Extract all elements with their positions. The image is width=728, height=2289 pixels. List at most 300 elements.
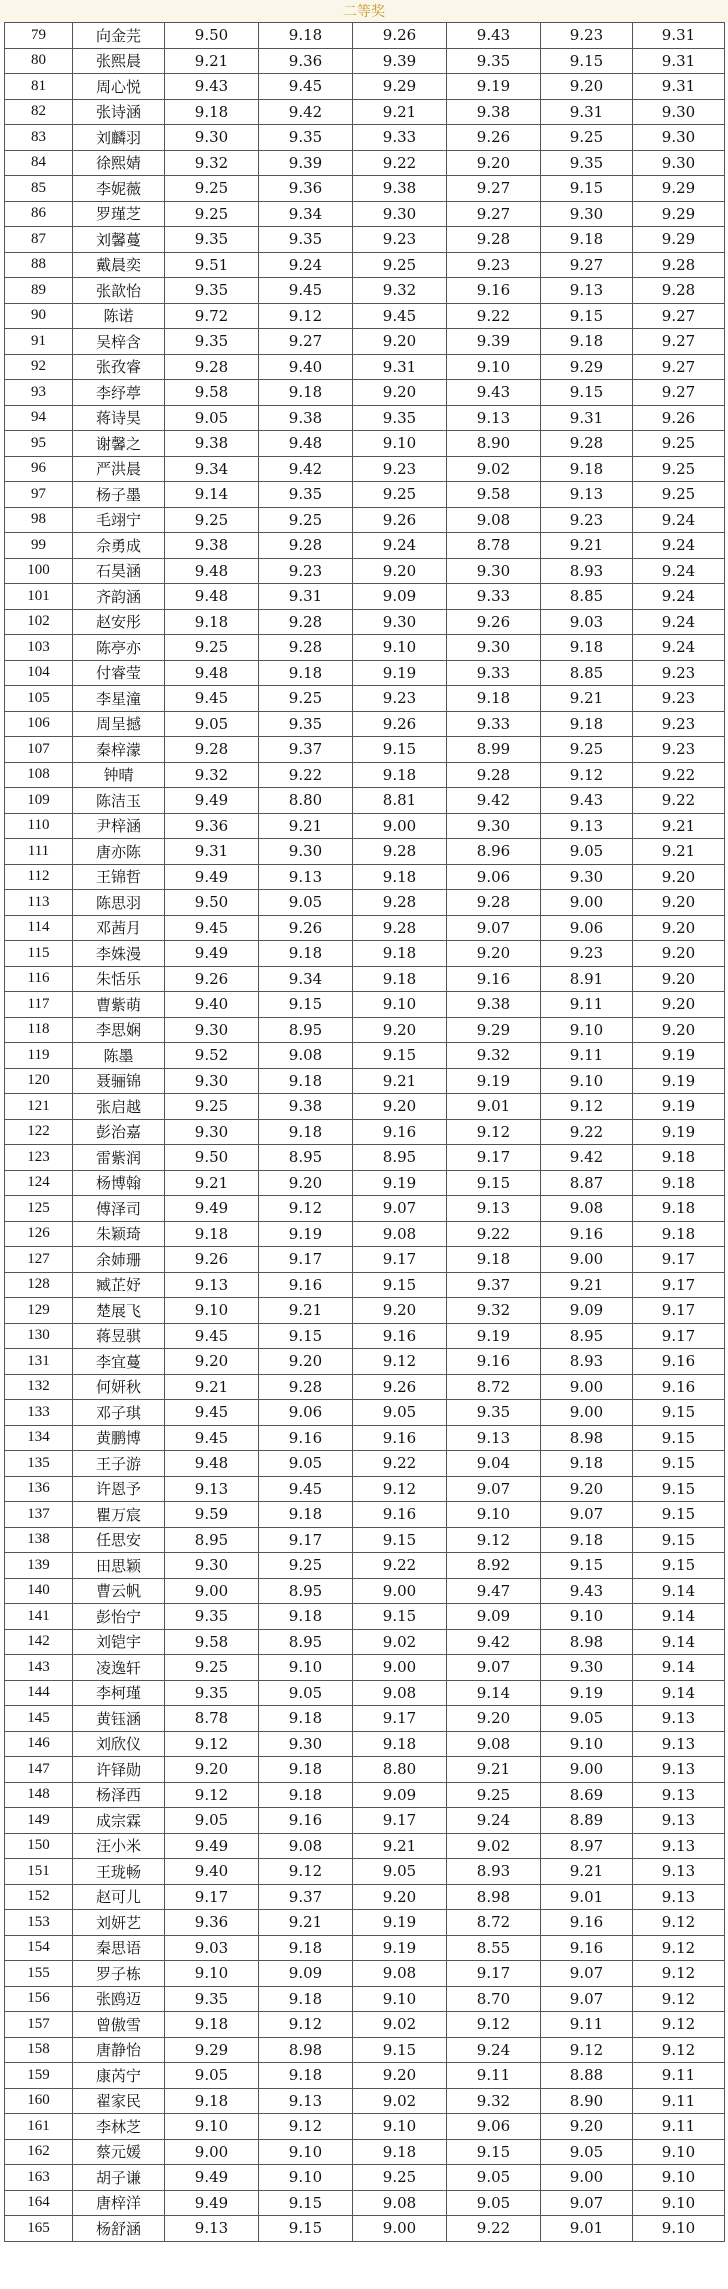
rank-cell: 92 — [5, 354, 73, 380]
name-cell: 佘勇成 — [73, 533, 165, 559]
final-score-cell: 9.15 — [633, 1425, 725, 1451]
table-row — [5, 660, 725, 686]
score-cell-2: 9.18 — [259, 1119, 353, 1145]
table-row — [5, 1527, 725, 1553]
final-score-cell: 9.13 — [633, 1859, 725, 1885]
score-cell-2: 9.17 — [259, 1527, 353, 1553]
score-cell-4: 9.07 — [447, 1655, 541, 1681]
score-cell-4: 9.07 — [447, 1476, 541, 1502]
table-row — [5, 2139, 725, 2165]
score-cell-1: 9.50 — [165, 890, 259, 916]
final-score-cell: 9.15 — [633, 1476, 725, 1502]
final-score-cell: 9.23 — [633, 711, 725, 737]
name-cell: 杨博翰 — [73, 1170, 165, 1196]
rank-cell: 154 — [5, 1935, 73, 1961]
final-score-cell: 9.29 — [633, 176, 725, 202]
score-cell-1: 9.03 — [165, 1935, 259, 1961]
score-cell-2: 9.25 — [259, 1553, 353, 1579]
score-cell-2: 8.95 — [259, 1578, 353, 1604]
rank-cell: 90 — [5, 303, 73, 329]
final-score-cell: 9.20 — [633, 992, 725, 1018]
table-row — [5, 1374, 725, 1400]
score-cell-4: 9.32 — [447, 2088, 541, 2114]
final-score-cell: 9.28 — [633, 278, 725, 304]
score-cell-5: 9.19 — [541, 1680, 633, 1706]
score-cell-3: 9.15 — [353, 1604, 447, 1630]
table-row — [5, 2012, 725, 2038]
final-score-cell: 9.31 — [633, 74, 725, 100]
final-score-cell: 9.14 — [633, 1680, 725, 1706]
score-cell-1: 9.31 — [165, 839, 259, 865]
name-cell: 齐韵涵 — [73, 584, 165, 610]
table-row — [5, 533, 725, 559]
score-cell-3: 9.02 — [353, 2088, 447, 2114]
rank-cell: 124 — [5, 1170, 73, 1196]
score-cell-5: 9.31 — [541, 99, 633, 125]
table-row — [5, 1884, 725, 1910]
score-cell-4: 9.13 — [447, 1425, 541, 1451]
final-score-cell: 9.14 — [633, 1578, 725, 1604]
score-cell-1: 9.18 — [165, 2012, 259, 2038]
score-cell-4: 8.93 — [447, 1859, 541, 1885]
score-cell-4: 9.14 — [447, 1680, 541, 1706]
score-cell-5: 9.31 — [541, 405, 633, 431]
name-cell: 李宜蔓 — [73, 1349, 165, 1375]
name-cell: 曹紫萌 — [73, 992, 165, 1018]
name-cell: 周呈撼 — [73, 711, 165, 737]
name-cell: 朱颖琦 — [73, 1221, 165, 1247]
score-cell-4: 9.19 — [447, 1323, 541, 1349]
score-cell-5: 9.23 — [541, 507, 633, 533]
rank-cell: 106 — [5, 711, 73, 737]
score-cell-2: 9.20 — [259, 1349, 353, 1375]
score-cell-3: 9.25 — [353, 252, 447, 278]
final-score-cell: 9.19 — [633, 1119, 725, 1145]
score-cell-4: 8.55 — [447, 1935, 541, 1961]
score-cell-3: 9.25 — [353, 2165, 447, 2191]
name-cell: 杨舒涵 — [73, 2216, 165, 2242]
table-row — [5, 303, 725, 329]
score-cell-5: 8.85 — [541, 584, 633, 610]
name-cell: 傅泽司 — [73, 1196, 165, 1222]
score-cell-4: 8.98 — [447, 1884, 541, 1910]
score-cell-2: 9.10 — [259, 2139, 353, 2165]
score-cell-3: 9.10 — [353, 2114, 447, 2140]
final-score-cell: 9.18 — [633, 1196, 725, 1222]
name-cell: 付睿莹 — [73, 660, 165, 686]
table-row — [5, 1017, 725, 1043]
final-score-cell: 9.30 — [633, 99, 725, 125]
score-cell-1: 9.21 — [165, 48, 259, 74]
score-cell-1: 9.36 — [165, 813, 259, 839]
table-row — [5, 1680, 725, 1706]
score-cell-5: 9.35 — [541, 150, 633, 176]
final-score-cell: 9.14 — [633, 1655, 725, 1681]
score-cell-2: 9.12 — [259, 2114, 353, 2140]
score-cell-3: 9.39 — [353, 48, 447, 74]
score-cell-1: 9.25 — [165, 507, 259, 533]
score-cell-4: 8.72 — [447, 1910, 541, 1936]
score-cell-5: 9.18 — [541, 227, 633, 253]
table-row — [5, 1272, 725, 1298]
name-cell: 秦梓濛 — [73, 737, 165, 763]
name-cell: 成宗霖 — [73, 1808, 165, 1834]
table-row — [5, 507, 725, 533]
score-cell-5: 9.15 — [541, 48, 633, 74]
rank-cell: 89 — [5, 278, 73, 304]
score-cell-4: 9.33 — [447, 711, 541, 737]
score-cell-4: 9.19 — [447, 74, 541, 100]
score-cell-3: 9.00 — [353, 1578, 447, 1604]
score-cell-3: 9.23 — [353, 456, 447, 482]
table-row — [5, 99, 725, 125]
rank-cell: 88 — [5, 252, 73, 278]
score-cell-5: 9.13 — [541, 813, 633, 839]
score-cell-3: 9.19 — [353, 1910, 447, 1936]
score-cell-1: 9.14 — [165, 482, 259, 508]
name-cell: 刘欣仪 — [73, 1731, 165, 1757]
name-cell: 李纾葶 — [73, 380, 165, 406]
table-row — [5, 762, 725, 788]
score-cell-3: 9.20 — [353, 380, 447, 406]
score-cell-3: 9.16 — [353, 1119, 447, 1145]
name-cell: 谢馨之 — [73, 431, 165, 457]
name-cell: 邓子琪 — [73, 1400, 165, 1426]
table-row — [5, 380, 725, 406]
score-cell-2: 9.12 — [259, 2012, 353, 2038]
score-cell-3: 9.12 — [353, 1349, 447, 1375]
score-cell-4: 9.05 — [447, 2165, 541, 2191]
score-cell-5: 9.15 — [541, 176, 633, 202]
score-cell-3: 9.08 — [353, 1680, 447, 1706]
score-cell-1: 8.95 — [165, 1527, 259, 1553]
rank-cell: 94 — [5, 405, 73, 431]
score-cell-3: 9.18 — [353, 2139, 447, 2165]
score-cell-2: 9.42 — [259, 99, 353, 125]
score-cell-1: 9.30 — [165, 125, 259, 151]
score-cell-1: 9.50 — [165, 1145, 259, 1171]
score-cell-3: 9.19 — [353, 1170, 447, 1196]
score-cell-5: 9.18 — [541, 1451, 633, 1477]
score-cell-5: 9.01 — [541, 1884, 633, 1910]
score-cell-5: 9.10 — [541, 1068, 633, 1094]
score-cell-2: 9.21 — [259, 813, 353, 839]
score-cell-2: 9.45 — [259, 278, 353, 304]
score-cell-4: 9.10 — [447, 354, 541, 380]
table-row — [5, 2165, 725, 2191]
score-cell-2: 9.27 — [259, 329, 353, 355]
score-cell-4: 9.15 — [447, 1170, 541, 1196]
score-cell-2: 9.37 — [259, 737, 353, 763]
score-cell-4: 9.17 — [447, 1961, 541, 1987]
score-cell-2: 9.30 — [259, 1731, 353, 1757]
score-cell-3: 9.18 — [353, 1731, 447, 1757]
rank-cell: 133 — [5, 1400, 73, 1426]
final-score-cell: 9.17 — [633, 1323, 725, 1349]
score-cell-4: 9.12 — [447, 1527, 541, 1553]
score-cell-4: 9.28 — [447, 227, 541, 253]
rank-cell: 113 — [5, 890, 73, 916]
final-score-cell: 9.20 — [633, 864, 725, 890]
rank-cell: 130 — [5, 1323, 73, 1349]
rank-cell: 143 — [5, 1655, 73, 1681]
score-cell-4: 9.13 — [447, 1196, 541, 1222]
score-cell-5: 9.22 — [541, 1119, 633, 1145]
rank-cell: 107 — [5, 737, 73, 763]
score-cell-5: 8.95 — [541, 1323, 633, 1349]
final-score-cell: 9.14 — [633, 1629, 725, 1655]
score-cell-2: 9.19 — [259, 1221, 353, 1247]
score-cell-5: 9.29 — [541, 354, 633, 380]
name-cell: 许铎勋 — [73, 1757, 165, 1783]
rank-cell: 146 — [5, 1731, 73, 1757]
score-cell-4: 8.90 — [447, 431, 541, 457]
score-cell-4: 9.07 — [447, 915, 541, 941]
score-cell-3: 9.28 — [353, 890, 447, 916]
score-cell-1: 9.45 — [165, 1400, 259, 1426]
table-row — [5, 1349, 725, 1375]
score-cell-4: 9.28 — [447, 890, 541, 916]
table-row — [5, 1655, 725, 1681]
score-cell-2: 9.08 — [259, 1043, 353, 1069]
table-row — [5, 584, 725, 610]
table-row — [5, 1553, 725, 1579]
name-cell: 陈亭亦 — [73, 635, 165, 661]
score-cell-4: 9.02 — [447, 456, 541, 482]
score-cell-3: 9.00 — [353, 813, 447, 839]
score-cell-1: 9.18 — [165, 609, 259, 635]
score-cell-1: 9.36 — [165, 1910, 259, 1936]
name-cell: 胡子谦 — [73, 2165, 165, 2191]
name-cell: 杨泽西 — [73, 1782, 165, 1808]
score-cell-4: 9.16 — [447, 1349, 541, 1375]
final-score-cell: 9.20 — [633, 966, 725, 992]
final-score-cell: 9.23 — [633, 686, 725, 712]
rank-cell: 144 — [5, 1680, 73, 1706]
score-cell-2: 9.36 — [259, 48, 353, 74]
table-row — [5, 1808, 725, 1834]
table-row — [5, 227, 725, 253]
rank-cell: 95 — [5, 431, 73, 457]
score-cell-3: 9.10 — [353, 431, 447, 457]
score-cell-4: 9.06 — [447, 864, 541, 890]
table-row — [5, 1094, 725, 1120]
final-score-cell: 9.15 — [633, 1527, 725, 1553]
rank-cell: 162 — [5, 2139, 73, 2165]
score-cell-4: 9.39 — [447, 329, 541, 355]
final-score-cell: 9.17 — [633, 1247, 725, 1273]
score-cell-3: 9.10 — [353, 992, 447, 1018]
score-cell-4: 9.21 — [447, 1757, 541, 1783]
score-cell-2: 9.12 — [259, 1859, 353, 1885]
score-cell-4: 9.25 — [447, 1782, 541, 1808]
score-cell-5: 9.13 — [541, 278, 633, 304]
name-cell: 王珑畅 — [73, 1859, 165, 1885]
score-cell-2: 9.18 — [259, 660, 353, 686]
score-cell-1: 9.45 — [165, 915, 259, 941]
name-cell: 尹梓涵 — [73, 813, 165, 839]
score-cell-5: 8.69 — [541, 1782, 633, 1808]
table-row — [5, 1068, 725, 1094]
table-row — [5, 558, 725, 584]
name-cell: 徐熙婧 — [73, 150, 165, 176]
score-cell-3: 9.09 — [353, 584, 447, 610]
rank-cell: 122 — [5, 1119, 73, 1145]
score-cell-3: 9.19 — [353, 660, 447, 686]
score-cell-2: 8.80 — [259, 788, 353, 814]
table-row — [5, 1145, 725, 1171]
rank-cell: 163 — [5, 2165, 73, 2191]
name-cell: 凌逸轩 — [73, 1655, 165, 1681]
final-score-cell: 9.21 — [633, 839, 725, 865]
score-cell-2: 9.35 — [259, 227, 353, 253]
name-cell: 石昊涵 — [73, 558, 165, 584]
name-cell: 李姝漫 — [73, 941, 165, 967]
rank-cell: 156 — [5, 1986, 73, 2012]
name-cell: 余姉珊 — [73, 1247, 165, 1273]
rank-cell: 102 — [5, 609, 73, 635]
rank-cell: 86 — [5, 201, 73, 227]
table-row — [5, 609, 725, 635]
final-score-cell: 9.12 — [633, 1986, 725, 2012]
score-cell-3: 9.10 — [353, 635, 447, 661]
rank-cell: 110 — [5, 813, 73, 839]
score-cell-5: 9.20 — [541, 74, 633, 100]
table-row — [5, 737, 725, 763]
rank-cell: 105 — [5, 686, 73, 712]
score-cell-2: 9.28 — [259, 635, 353, 661]
final-score-cell: 9.22 — [633, 788, 725, 814]
score-cell-1: 9.49 — [165, 788, 259, 814]
score-cell-3: 9.28 — [353, 839, 447, 865]
score-cell-1: 9.32 — [165, 150, 259, 176]
score-cell-2: 9.06 — [259, 1400, 353, 1426]
score-cell-4: 9.35 — [447, 1400, 541, 1426]
score-cell-3: 9.21 — [353, 1068, 447, 1094]
score-cell-4: 9.24 — [447, 2037, 541, 2063]
score-cell-3: 9.02 — [353, 1629, 447, 1655]
name-cell: 张孜睿 — [73, 354, 165, 380]
award-title: 二等奖 — [0, 0, 728, 22]
name-cell: 刘麟羽 — [73, 125, 165, 151]
score-cell-5: 9.13 — [541, 482, 633, 508]
score-cell-2: 9.15 — [259, 1323, 353, 1349]
table-row — [5, 1604, 725, 1630]
score-cell-4: 9.30 — [447, 813, 541, 839]
score-cell-5: 9.18 — [541, 1527, 633, 1553]
score-cell-5: 8.85 — [541, 660, 633, 686]
score-cell-3: 9.25 — [353, 482, 447, 508]
table-row — [5, 1935, 725, 1961]
score-cell-5: 9.15 — [541, 303, 633, 329]
table-row — [5, 1859, 725, 1885]
score-cell-2: 9.17 — [259, 1247, 353, 1273]
score-cell-4: 9.47 — [447, 1578, 541, 1604]
score-cell-4: 9.17 — [447, 1145, 541, 1171]
rank-cell: 84 — [5, 150, 73, 176]
table-row — [5, 1400, 725, 1426]
final-score-cell: 9.15 — [633, 1451, 725, 1477]
name-cell: 张熙晨 — [73, 48, 165, 74]
name-cell: 罗子栋 — [73, 1961, 165, 1987]
score-cell-1: 9.18 — [165, 99, 259, 125]
name-cell: 吴梓含 — [73, 329, 165, 355]
score-cell-2: 9.42 — [259, 456, 353, 482]
score-cell-4: 9.33 — [447, 660, 541, 686]
rank-cell: 126 — [5, 1221, 73, 1247]
score-cell-4: 9.24 — [447, 1808, 541, 1834]
rank-cell: 104 — [5, 660, 73, 686]
score-cell-5: 9.07 — [541, 1502, 633, 1528]
final-score-cell: 9.31 — [633, 48, 725, 74]
score-table — [4, 22, 725, 2242]
score-cell-2: 9.18 — [259, 1935, 353, 1961]
score-cell-4: 9.43 — [447, 23, 541, 49]
final-score-cell: 9.30 — [633, 125, 725, 151]
score-cell-2: 8.98 — [259, 2037, 353, 2063]
score-cell-5: 9.18 — [541, 456, 633, 482]
score-cell-2: 8.95 — [259, 1017, 353, 1043]
name-cell: 彭怡宁 — [73, 1604, 165, 1630]
score-cell-3: 9.17 — [353, 1808, 447, 1834]
table-row — [5, 278, 725, 304]
final-score-cell: 9.30 — [633, 150, 725, 176]
score-cell-3: 9.30 — [353, 201, 447, 227]
score-cell-4: 9.13 — [447, 405, 541, 431]
score-cell-1: 9.00 — [165, 2139, 259, 2165]
score-cell-1: 9.51 — [165, 252, 259, 278]
table-row — [5, 1119, 725, 1145]
name-cell: 聂骊锦 — [73, 1068, 165, 1094]
final-score-cell: 9.16 — [633, 1374, 725, 1400]
score-cell-5: 9.21 — [541, 1272, 633, 1298]
score-cell-5: 9.00 — [541, 2165, 633, 2191]
score-cell-2: 9.18 — [259, 1757, 353, 1783]
name-cell: 蒋诗昊 — [73, 405, 165, 431]
score-cell-5: 9.21 — [541, 686, 633, 712]
table-row — [5, 2190, 725, 2216]
score-cell-5: 9.05 — [541, 839, 633, 865]
score-cell-4: 9.10 — [447, 1502, 541, 1528]
score-cell-5: 9.00 — [541, 1757, 633, 1783]
table-row — [5, 839, 725, 865]
score-cell-3: 9.05 — [353, 1859, 447, 1885]
score-cell-2: 9.38 — [259, 405, 353, 431]
score-cell-5: 9.16 — [541, 1910, 633, 1936]
rank-cell: 134 — [5, 1425, 73, 1451]
score-cell-1: 9.52 — [165, 1043, 259, 1069]
score-cell-4: 8.72 — [447, 1374, 541, 1400]
rank-cell: 97 — [5, 482, 73, 508]
table-row — [5, 74, 725, 100]
score-cell-1: 9.49 — [165, 2190, 259, 2216]
score-cell-5: 8.90 — [541, 2088, 633, 2114]
score-cell-1: 9.21 — [165, 1170, 259, 1196]
table-row — [5, 48, 725, 74]
score-cell-5: 8.98 — [541, 1425, 633, 1451]
table-row — [5, 1578, 725, 1604]
table-row — [5, 1731, 725, 1757]
score-cell-4: 9.30 — [447, 558, 541, 584]
score-cell-4: 9.08 — [447, 507, 541, 533]
score-cell-4: 9.16 — [447, 278, 541, 304]
score-cell-3: 9.21 — [353, 99, 447, 125]
score-cell-5: 9.01 — [541, 2216, 633, 2242]
score-cell-1: 9.38 — [165, 533, 259, 559]
final-score-cell: 9.23 — [633, 737, 725, 763]
name-cell: 陈洁玉 — [73, 788, 165, 814]
score-cell-2: 9.18 — [259, 1068, 353, 1094]
